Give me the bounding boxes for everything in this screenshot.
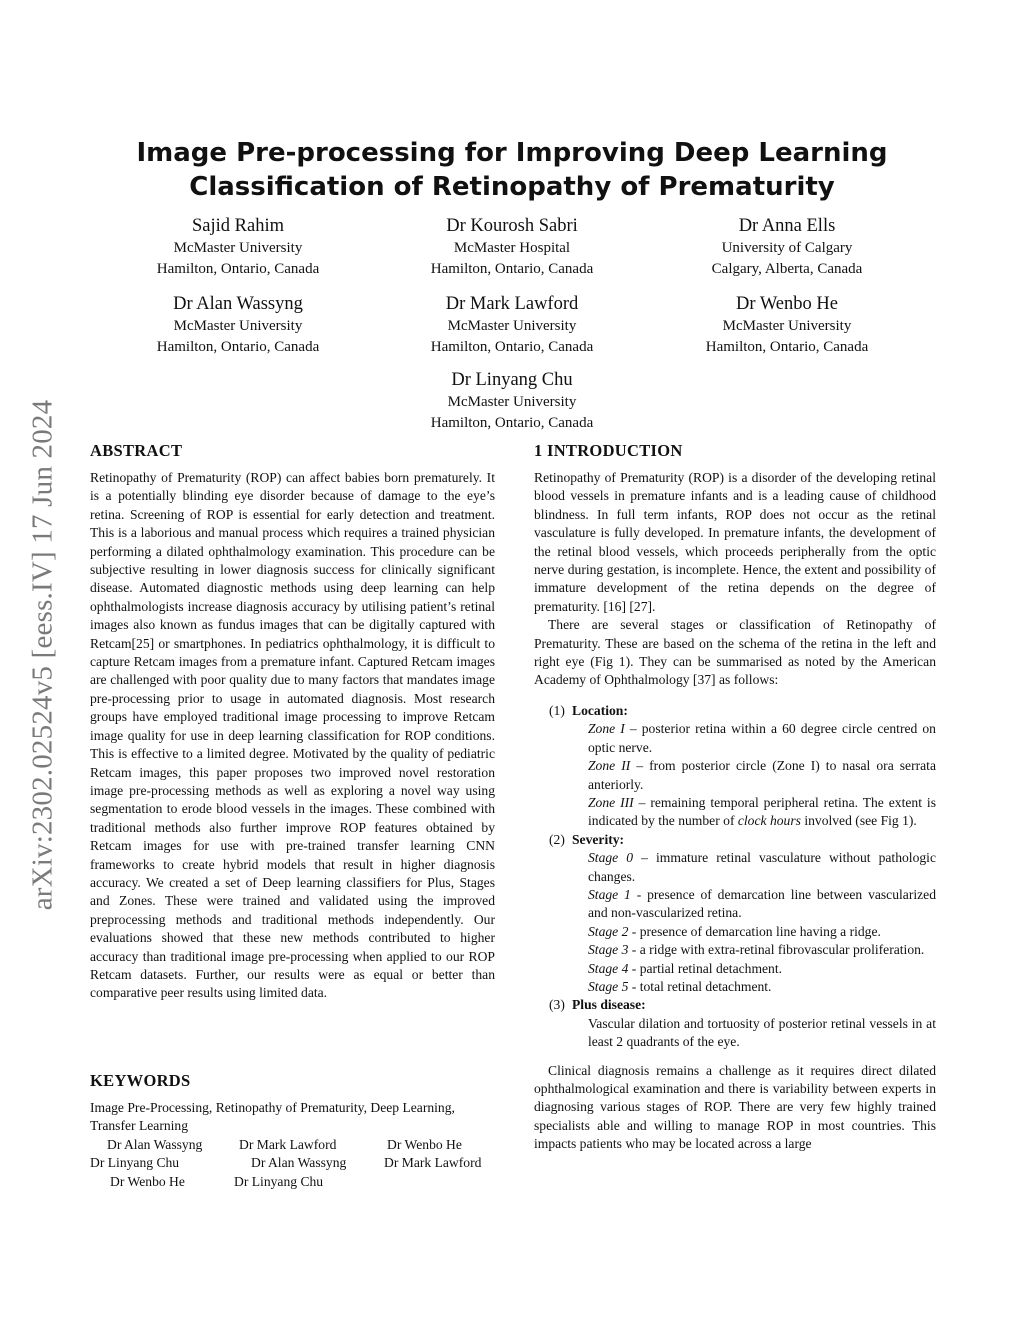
author-block [88,214,388,279]
keyword-author: Dr Wenbo He [110,1173,185,1189]
sub-item-term: Zone I [588,721,625,737]
author-name: Dr Alan Wassyng [173,294,303,314]
author-block [88,292,388,357]
sub-item-term: Stage 2 [588,923,629,939]
sub-item-term: Stage 0 [588,850,634,866]
keywords-author-line [90,1136,495,1154]
author-block [637,292,937,357]
sub-item-text: - total retinal detachment. [628,978,772,994]
list-sub-item [572,1015,936,1052]
intro-paragraph-2: There are several stages or classification of Retinopathy of Prematurity. These are based on the schema of the retina in the left and right eye (Fig 1). They can be summarised as noted by the American Academy of Ophthalmology [37] as follows: [534,617,936,688]
list-sub-item [572,941,936,959]
keywords-heading: KEYWORDS [90,1071,191,1090]
sub-item-emphasis: clock hours [737,813,801,829]
list-number: (2) [549,831,565,847]
sub-item-text: – immature retinal vasculature without pathologic changes. [588,850,936,884]
keywords-author-line [90,1173,495,1191]
author-name: Dr Linyang Chu [451,370,573,390]
abstract-text: Retinopathy of Prematurity (ROP) can affect babies born prematurely. It is a potentially blinding eye disorder because of damage to the eye’s retina. Screening of ROP is essential for early detection and treatment. This is a laborious and manual process which requires a trained physician performing a dilated ophthalmology examination. This procedure can be subjective resulting in lower diagnosis success for clinically significant disease. Automated diagnostic methods using deep learning can help ophthalmologists increase diagnosis accuracy by utilising patient’s retinal images also known as fundus images that can be digitally captured with Retcam[25] or smartphones. In pediatrics ophthalmology, it is difficult to capture Retcam images from a premature infant. Captured Retcam images are challenged with poor quality due to many factors that mandates image pre-processing prior to usage in automated diagnosis. Most research groups have employed traditional image processing to improve Retcam image quality for use in deep learning classification for ROP conditions. This is effective to a limited degree. Motivated by the quality of pediatric Retcam images, this paper proposes two improved novel restoration image pre-processing methods as well as exploring a novel way using segmentation to erode blood vessels in the images. These combined with traditional methods also further improve ROP features obtained by Retcam images for use with pre-trained transfer learning CNN frameworks to create hybrid models that result in higher diagnosis accuracy. We created a set of Deep learning classifiers for Plus, Stages and Zones. These were trained and validated using the improved preprocessing methods and traditional methods independently. Our evaluations showed that these new methods contributed to higher accuracy than traditional image pre-processing when applied to our ROP Retcam datasets. Further, our results were as equal or better than comparative peer results using limited data. [90,470,495,1001]
author-name: Dr Anna Ells [738,216,836,236]
paper-title: Image Pre-processing for Improving Deep Learning Classification of Retinopathy of Prematurity [136,138,888,202]
author-block [637,214,937,279]
sub-item-text: - a ridge with extra-retinal fibrovascular proliferation. [628,942,925,958]
arxiv-identifier: arXiv:2302.02524v5 [eess.IV] 17 Jun 2024 [26,399,59,911]
sub-item-term: Stage 1 [588,886,631,902]
author-location: Hamilton, Ontario, Canada [156,338,320,355]
sub-item-text: - presence of demarcation line between vascularized and non-vascularized retina. [588,886,936,921]
author-block [362,292,662,357]
list-number: (3) [549,997,565,1013]
list-item-heading: Plus disease: [572,997,646,1013]
list-sub-item [572,923,936,941]
keyword-author: Dr Alan Wassyng [251,1155,347,1171]
author-location: Hamilton, Ontario, Canada [430,414,594,431]
keyword-author: Dr Linyang Chu [90,1155,180,1171]
author-location: Hamilton, Ontario, Canada [430,260,594,277]
list-sub-item [572,757,936,794]
keywords-author-line [90,1154,495,1172]
author-affiliation: McMaster University [173,318,303,334]
keywords-section [90,1071,495,1191]
sub-item-text: – posterior retina within a 60 degree circle centred on optic nerve. [588,721,936,755]
list-sub-item [572,720,936,757]
author-affiliation: McMaster University [447,394,577,410]
list-item-location [534,702,936,831]
author-name: Dr Kourosh Sabri [446,216,578,236]
sub-item-text: - presence of demarcation line having a ridge. [628,923,881,939]
sub-item-tail: involved (see Fig 1). [800,813,917,829]
intro-paragraph-3: Clinical diagnosis remains a challenge as it requires direct dilated ophthalmological examination and there is variability between experts in diagnosing various stages of ROP. There are very few highly trained specialists able and willing to manage ROP in most countries. This impacts patients who may be located across a large [534,1062,936,1152]
author-name: Dr Wenbo He [736,294,838,314]
sub-item-term: Zone II [588,758,631,774]
author-name: Dr Mark Lawford [445,294,579,314]
list-sub-item [572,794,936,831]
sub-item-text: – remaining temporal peripheral retina. The extent is indicated by the number of [588,794,936,829]
rop-classification-list [534,702,936,1052]
author-location: Calgary, Alberta, Canada [711,260,863,277]
list-item-plus-disease [534,996,936,1051]
introduction-section [534,441,936,1154]
author-affiliation: McMaster University [447,318,577,334]
author-block [362,214,662,279]
author-affiliation: McMaster University [173,240,303,256]
sub-item-text: Vascular dilation and tortuosity of posterior retinal vessels in at least 2 quadrants of the eye. [588,1015,936,1050]
keyword-author: Dr Mark Lawford [384,1155,482,1171]
introduction-heading: 1 INTRODUCTION [534,441,683,460]
sub-item-term: Stage 3 [588,942,629,958]
author-affiliation: McMaster University [722,318,852,334]
arxiv-side-stamp [18,355,68,955]
sub-item-text: - partial retinal detachment. [628,960,783,976]
intro-paragraph-1: Retinopathy of Prematurity (ROP) is a disorder of the developing retinal blood vessels in premature infants and is a leading cause of childhood blindness. In full term infants, ROP does not occur as the retinal vasculature is fully developed. In premature infants, the development of the retinal blood vessels, which proceeds peripherally from the optic nerve during gestation, is incomplete. Hence, the extent and possibility of immature development of the retina depends on the degree of prematurity. [16] [27]. [534,470,936,614]
abstract-heading: ABSTRACT [90,441,183,460]
author-affiliation: McMaster Hospital [453,240,571,256]
keyword-author: Dr Alan Wassyng [107,1136,203,1152]
list-sub-item [572,886,936,923]
keywords-text: Image Pre-Processing, Retinopathy of Prematurity, Deep Learning, Transfer Learning [90,1100,455,1134]
author-name: Sajid Rahim [192,216,284,236]
sub-item-term: Zone III [588,794,634,810]
author-location: Hamilton, Ontario, Canada [156,260,320,277]
keyword-author: Dr Linyang Chu [234,1173,324,1189]
list-sub-item [572,849,936,886]
author-location: Hamilton, Ontario, Canada [430,338,594,355]
list-number: (1) [549,702,565,718]
abstract-section [90,441,495,1003]
list-item-heading: Location: [572,702,628,718]
list-sub-item [572,978,936,996]
keyword-author: Dr Wenbo He [387,1136,462,1152]
list-item-heading: Severity: [572,831,625,847]
list-sub-item [572,960,936,978]
author-block [362,368,662,433]
keyword-author: Dr Mark Lawford [239,1136,337,1152]
author-location: Hamilton, Ontario, Canada [705,338,869,355]
sub-item-term: Stage 4 [588,960,629,976]
list-item-severity [534,831,936,997]
sub-item-text: – from posterior circle (Zone I) to nasal ora serrata anteriorly. [588,758,936,792]
sub-item-term: Stage 5 [588,978,629,994]
author-affiliation: University of Calgary [721,240,853,256]
